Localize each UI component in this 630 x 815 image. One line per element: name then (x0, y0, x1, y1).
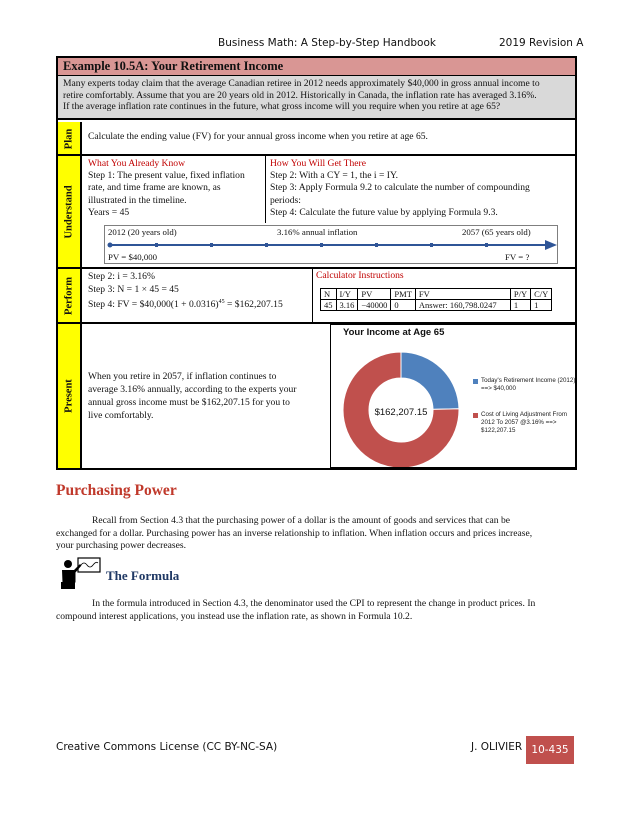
intro-line: Many experts today claim that the average Canadian retiree in 2012 needs approximately $40,000 in gross annual income to (63, 78, 540, 89)
timeline-start: 2012 (20 years old) (108, 227, 177, 237)
legend-entry-cost-of-living: Cost of Living Adjustment From 2012 To 2057 @3.16% ==> $122,207.15 (481, 411, 591, 435)
timeline-pv: PV = $40,000 (108, 252, 158, 262)
legend-entry-retirement: Today's Retirement Income (2012) ==> $40,000 (481, 377, 591, 393)
know-line: Step 1: The present value, fixed inflation (88, 170, 245, 182)
section-title: Purchasing Power (56, 482, 177, 499)
perform-label: Perform (63, 276, 75, 315)
understand-label: Understand (63, 184, 75, 239)
what-you-know (88, 158, 245, 219)
perform-label-bar (58, 269, 82, 322)
timeline-arrow (105, 238, 559, 252)
plan-label: Plan (63, 128, 75, 150)
purchasing-power-paragraph: Recall from Section 4.3 that the purchasing power of a dollar is the amount of goods and services that can be exchanged for a dollar. Purchasing power has an inverse relationship to inflation. When inflation occurs and prices increase, your purchasing power decreases. (56, 515, 533, 551)
know-heading: What You Already Know (88, 158, 185, 169)
perform-step4: Step 4: FV = $40,000(1 + 0.0316)$^{45}$ = $162,207.15 (88, 299, 283, 311)
understand-label-bar (58, 156, 82, 267)
header-revision: 2019 Revision A (499, 37, 584, 49)
slice-retirement-income (401, 352, 459, 409)
perform-step3: Step 3: N = 1 × 45 = 45 (88, 284, 179, 295)
how-to-get-there (270, 158, 530, 219)
present-line: annual gross income must be $162,207.15 for you to (88, 397, 290, 408)
legend-swatch (473, 413, 478, 418)
footer-license: Creative Commons License (CC BY-NC-SA) (56, 741, 278, 753)
calc-value-row: 45 3.16 −40000 0 Answer: 160,798.0247 1 1 (321, 300, 552, 311)
intro-line: retire comfortably. Assume that you are 20 years old in 2012. Historically in Canada, the inflation rate has averaged 3.16%. (63, 89, 537, 101)
legend-swatch (473, 379, 478, 384)
formula-title: The Formula (106, 568, 180, 583)
timeline-rate: 3.16% annual inflation (277, 227, 358, 237)
perform-steps (88, 270, 283, 311)
present-label-bar (58, 324, 82, 468)
plan-label-bar (58, 122, 82, 156)
timeline-end: 2057 (65 years old) (462, 227, 531, 237)
intro-line: If the average inflation rate continues in the future, what gross income will you require when you retire at age 65? (63, 101, 501, 112)
header-title: Business Math: A Step-by-Step Handbook (218, 37, 436, 49)
example-title: Example 10.5A: Your Retirement Income (58, 58, 575, 76)
donut-chart (331, 337, 471, 467)
know-line: Years = 45 (88, 206, 130, 218)
example-box (56, 56, 577, 470)
calc-heading: Calculator Instructions (316, 270, 404, 281)
chart-title: Your Income at Age 65 (343, 327, 445, 338)
present-text (88, 370, 297, 422)
present-line: average 3.16% annually, according to the experts your (88, 384, 297, 395)
teacher-icon (58, 556, 102, 590)
formula-paragraph: In the formula introduced in Section 4.3, the denominator used the CPI to represent the change in product prices. In compound interest applications, you instead use the inflation rate, as shown in Formula 10.2. (56, 598, 536, 622)
footer-author: J. OLIVIER (471, 741, 523, 753)
timeline (104, 225, 558, 264)
donut-center-label: $162,207.15 (374, 407, 428, 418)
there-line: periods: (270, 194, 301, 206)
there-line: Step 3: Apply Formula 9.2 to calculate the number of compounding (270, 182, 530, 194)
know-line: rate, and time frame are known, as (88, 182, 221, 194)
calculator-table (320, 288, 552, 311)
calc-header-row: N I/Y PV PMT FV P/Y C/Y (321, 289, 552, 300)
there-line: Step 4: Calculate the future value by applying Formula 9.3. (270, 206, 498, 218)
plan-text: Calculate the ending value (FV) for your annual gross income when you retire at age 65. (88, 131, 428, 142)
page-number: 10-435 (526, 736, 574, 764)
present-line: live comfortably. (88, 410, 154, 421)
perform-step2: Step 2: i = 3.16% (88, 271, 155, 282)
timeline-fv: FV = ? (505, 252, 530, 262)
example-intro (58, 76, 575, 120)
there-line: Step 2: With a CY = 1, the i = IY. (270, 170, 399, 182)
present-label: Present (63, 379, 75, 413)
know-line: illustrated in the timeline. (88, 194, 187, 206)
there-heading: How You Will Get There (270, 158, 366, 169)
income-chart (330, 324, 576, 468)
present-line: When you retire in 2057, if inflation continues to (88, 371, 277, 382)
